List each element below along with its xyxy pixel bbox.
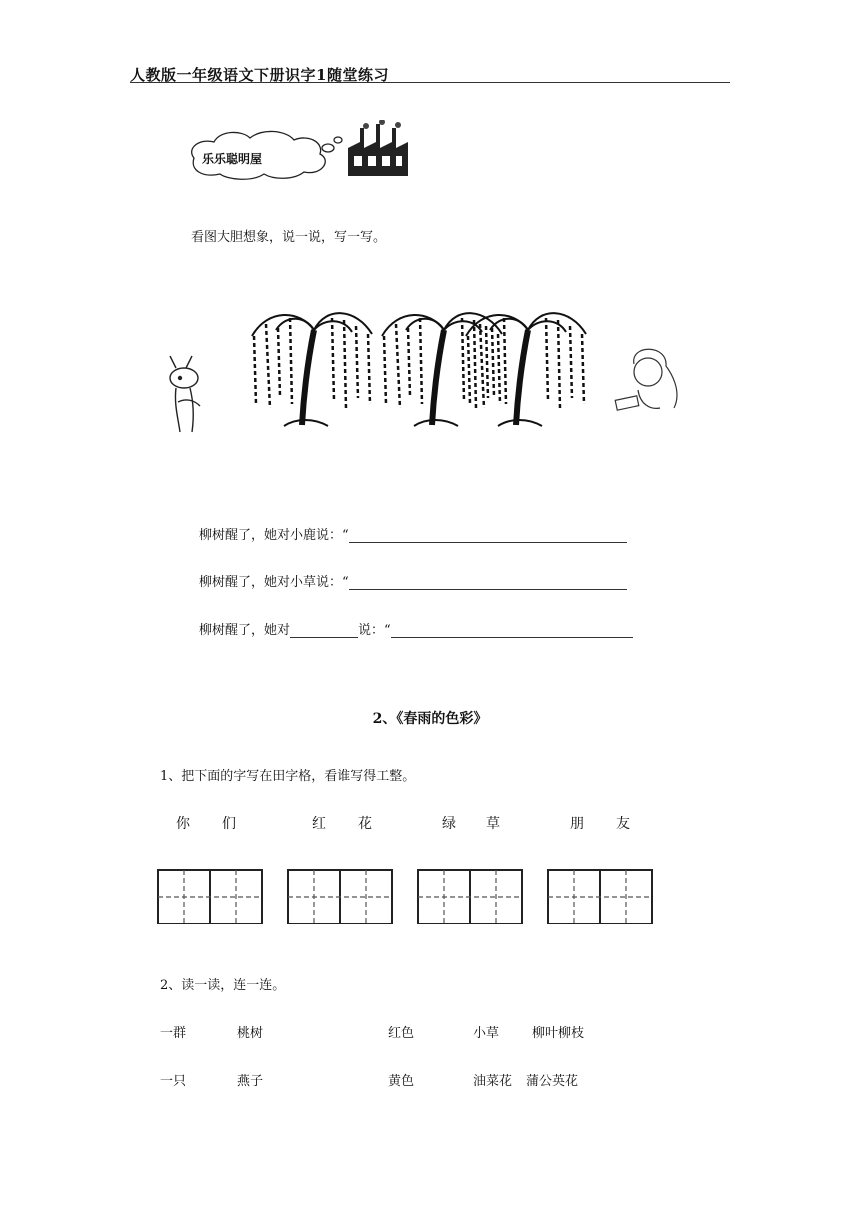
sentence-prompt-free <box>199 619 633 638</box>
sentence-prompt-grass <box>199 571 627 590</box>
sentence-prompt-deer <box>199 524 627 543</box>
tianzige-grid[interactable] <box>286 868 394 924</box>
sentence-prefix: 柳树醒了，她对小草说：“ <box>199 575 349 590</box>
tianzige-grid[interactable] <box>156 868 264 924</box>
match-item[interactable]: 一群 <box>160 1026 187 1041</box>
char-label: 友 <box>616 816 630 832</box>
char-label: 们 <box>222 816 236 832</box>
sentence-prefix: 柳树醒了，她对小鹿说：“ <box>199 528 349 543</box>
match-item[interactable]: 柳叶柳枝 <box>532 1026 585 1041</box>
brand-label: 乐乐聪明屋 <box>202 152 263 166</box>
char-label: 花 <box>358 816 372 832</box>
answer-blank[interactable] <box>290 623 358 638</box>
willow-tree-icon <box>382 313 502 426</box>
match-item[interactable]: 桃树 <box>237 1026 264 1041</box>
factory-house-icon <box>348 120 408 176</box>
char-label: 草 <box>486 816 500 832</box>
willow-tree-icon <box>252 313 372 426</box>
match-item[interactable]: 油菜花 <box>473 1074 513 1089</box>
char-label: 朋 <box>570 816 584 832</box>
task-instruction: 看图大胆想象，说一说，写一写。 <box>191 230 387 245</box>
match-item[interactable]: 小草 <box>473 1026 500 1041</box>
match-item[interactable]: 蒲公英花 <box>526 1074 579 1089</box>
match-item[interactable]: 黄色 <box>388 1074 415 1089</box>
char-label: 红 <box>312 816 326 832</box>
header-divider <box>130 82 730 83</box>
tianzige-grid[interactable] <box>416 868 524 924</box>
char-label: 你 <box>176 816 190 832</box>
answer-blank[interactable] <box>349 575 627 590</box>
question-1: 1、把下面的字写在田字格，看谁写得工整。 <box>160 769 416 784</box>
tianzige-grid[interactable] <box>546 868 654 924</box>
willow-tree-icon <box>466 313 586 426</box>
sentence-prefix: 柳树醒了，她对 <box>199 623 291 638</box>
page-title: 人教版一年级语文下册识字1随堂练习 <box>130 66 389 84</box>
match-item[interactable]: 红色 <box>388 1026 415 1041</box>
deer-icon <box>170 356 200 432</box>
question-2: 2、读一读，连一连。 <box>160 978 286 993</box>
section-title: 2、《春雨的色彩》 <box>372 711 488 727</box>
match-item[interactable]: 一只 <box>160 1074 187 1089</box>
match-item[interactable]: 燕子 <box>237 1074 264 1089</box>
girl-icon <box>615 349 677 410</box>
answer-blank[interactable] <box>349 528 627 543</box>
sentence-mid: 说：“ <box>358 623 391 638</box>
willow-scene <box>160 300 700 440</box>
char-label: 绿 <box>442 816 456 832</box>
answer-blank[interactable] <box>391 623 633 638</box>
